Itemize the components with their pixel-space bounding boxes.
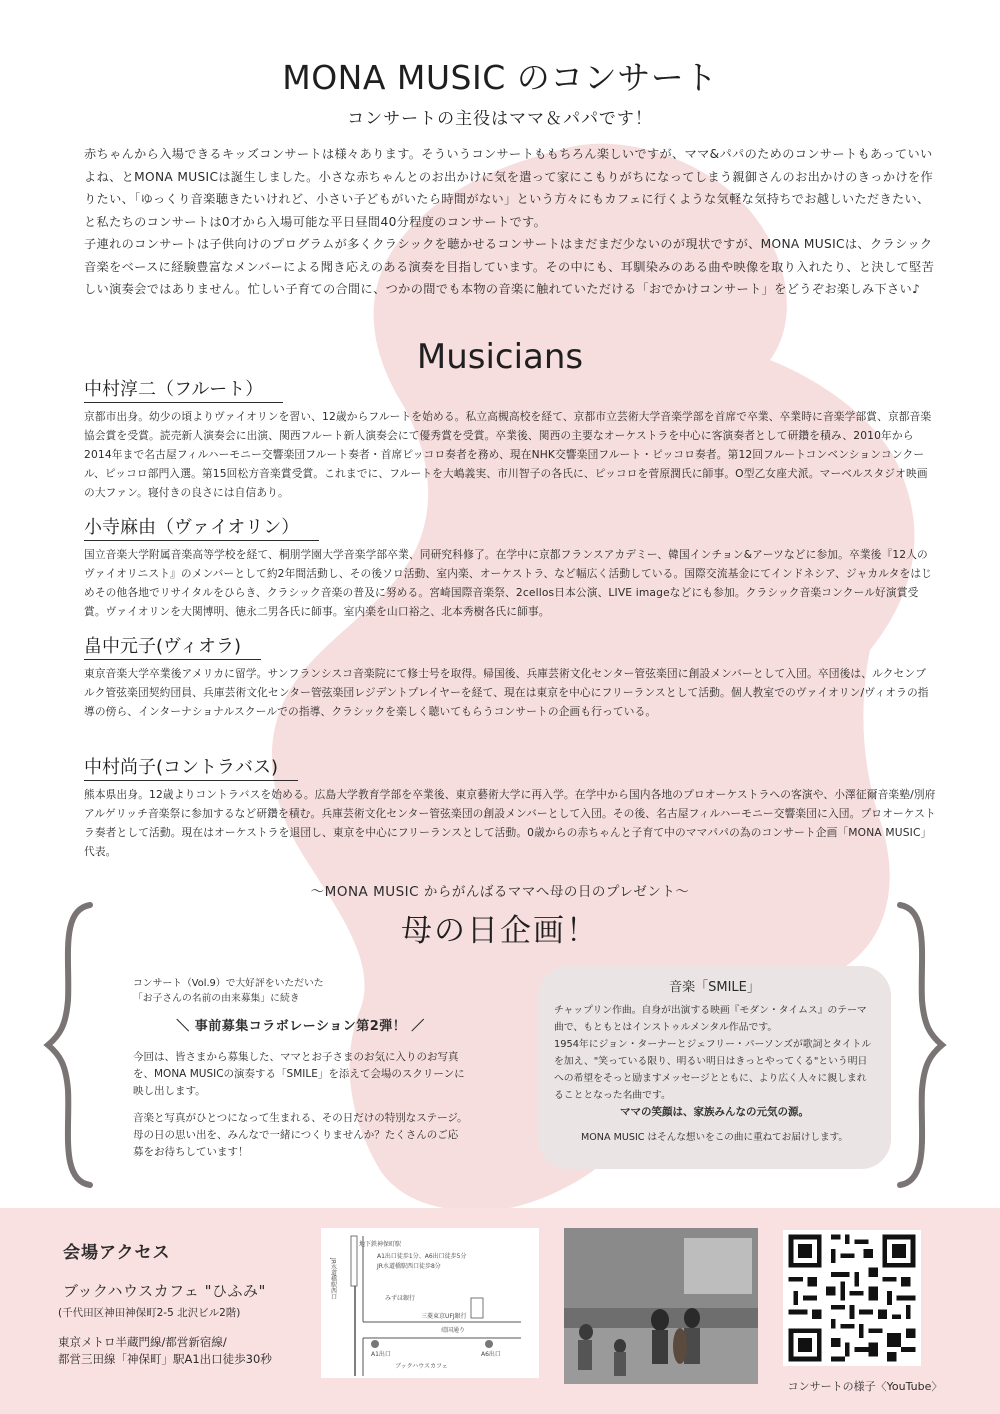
map-street-name: 靖国通り	[441, 1327, 466, 1334]
song-description-para: 1954年にジョン・ターナーとジェフリー・パーソンズが歌詞とタイトルを加え、"笑っている限り、明るい明日はきっとやってくる"という明日への希望をそっと励ますメッセージとともに、より広く人々に親しまれることとなった名曲です。	[554, 1039, 872, 1101]
performer-figure	[684, 1308, 700, 1328]
map-exit: A1出口	[371, 1351, 391, 1358]
access-heading: 会場アクセス	[63, 1243, 171, 1263]
page-title: MONA MUSIC のコンサート	[282, 58, 718, 97]
musician-violin	[84, 516, 936, 621]
musician-bio: 熊本県出身。12歳よりコントラバスを始める。広島大学教育学部を卒業後、東京藝術大学に再入学。在学中から国内各地のプロオーケストラへの客演や、小澤征爾音楽塾/別府アルゲリッチ音楽祭に参加するなど研鑽を積む。兵庫芸術文化センター管弦楽団の創設メンバーとして入団。その後、名古屋フィルハーモニー交響楽団に入団。プロオーケストラ奏者として活動。現在はオーケストラを退団し、東京を中心にフリーランスとして活動。0歳からの赤ちゃんと子育て中のママパパの為のコンサート企画「MONA MUSIC」代表。	[84, 788, 936, 858]
exit-a1-marker	[371, 1340, 379, 1348]
map-station-exits: A1出口徒歩1分、A6出口徒歩5分	[377, 1253, 467, 1260]
song-description	[554, 1002, 876, 1104]
musician-bio: 京都市出身。幼少の頃よりヴァイオリンを習い、12歳からフルートを始める。私立高槻高校を経て、京都市立芸術大学音楽学部を首席で卒業、卒業時に音楽学部賞、京都音楽協会賞を受賞。読売新人演奏会に出演、関西フルート新人演奏会にて優秀賞を受賞。卒業後、関西の主要なオーケストラを中心に客演奏者として研鑽を積み、2010年から2014年まで名古屋フィルハーモニー交響楽団フルート奏者・首席ピッコロ奏者を務め、現在NHK交響楽団フルート・ピッコロ奏者。第12回フルートコンベンションコンクール、ピッコロ部門入選。第15回松方音楽賞受賞。これまでに、フルートを大嶋義実、市川智子の各氏に、ピッコロを菅原潤氏に師事。O型乙女座犬派。マーベルスタジオ映画の大ファン。寝付きの良さには自信あり。	[84, 410, 932, 499]
intro-paragraph-1: 赤ちゃんから入場できるキッズコンサートは様々あります。そういうコンサートももちろん楽しいですが、ママ&パパのためのコンサートもあっていいよね、とMONA MUSICは誕生しました。小さな赤ちゃんとのお出かけに気を遣って家にこもりがちになってしまう親御さんのお出かけのきっかけを作りたい、「ゆっくり音楽聴きたいけれど、小さい子どもがいたら時間がない」という方々にもカフェに行くような気軽な気持ちでお越しいただきたい、と私たちのコンサートは0才から入場可能な平日昼間40分程度のコンサートです。	[84, 147, 933, 229]
route-line: 都営三田線「神保町」駅A1出口徒歩30秒	[58, 1352, 272, 1366]
musician-name: 小寺麻由（ヴァイオリン）	[84, 516, 319, 541]
map-cafe: ブックハウスカフェ	[395, 1363, 448, 1370]
map-jr-line: JR水道橋駅西口	[329, 1258, 337, 1300]
map-station-name: 地下鉄神保町駅	[359, 1241, 402, 1248]
map-bank: みずほ銀行	[385, 1295, 416, 1302]
song-info-box	[538, 966, 891, 1169]
audience-figure	[614, 1339, 626, 1353]
event-description	[133, 976, 468, 1171]
musician-name: 畠中元子(ヴィオラ)	[84, 635, 261, 660]
event-lead-line: コンサート（Vol.9）で大好評をいただいた	[133, 978, 324, 989]
cello-figure	[673, 1328, 687, 1364]
audience-figure	[579, 1324, 593, 1340]
performer-figure	[651, 1309, 669, 1331]
musician-bio: 東京音楽大学卒業後アメリカに留学。サンフランシスコ音楽院にて修士号を取得。帰国後、兵庫芸術文化センター管弦楽団に創設メンバーとして入団。卒団後は、ルクセンブルク管弦楽団契約団員、兵庫芸術文化センター管弦楽団レジデントプレイヤーを経て、現在は東京を中心にフリーランスとして活動。個人教室でのヴァイオリン/ヴィオラの指導の傍ら、インターナショナルスクールでの指導、クラシックを楽しく聴いてもらうコンサートの企画も行っている。	[84, 667, 929, 718]
musician-bio: 国立音楽大学附属音楽高等学校を経て、桐朋学園大学音楽学部卒業、同研究科修了。在学中に京都フランスアカデミー、韓国インチョン&アーツなどに参加。卒業後『12人のヴァイオリニスト』のメンバーとして約2年間活動し、その後ソロ活動、室内楽、オーケストラ、など幅広く活動している。国際交流基金にてインドネシア、ジャカルタをはじめその他各地でリサイタルをひらき、クラシック音楽の普及に努める。宮崎国際音楽祭、2cellos日本公演、LIVE imageなどにも参加。クラシック音楽コンクール好演賞受賞。ヴァイオリンを大関博明、徳永二男各氏に師事。室内楽を山口裕之、北本秀樹各氏に師事。	[84, 548, 933, 618]
event-tagline: 〜MONA MUSIC からがんばるママへ母の日のプレゼント〜	[310, 884, 690, 900]
jr-line-marker	[351, 1236, 357, 1286]
song-description-para: チャップリン作曲。自身が出演する映画『モダン・タイムス』のテーマ曲で、もともとはインストゥルメンタル作品です。	[554, 1005, 867, 1033]
musician-viola	[84, 635, 936, 721]
venue-name: ブックハウスカフェ "ひふみ"	[63, 1282, 266, 1300]
map-jr-station: JR水道橋駅西口徒歩8分	[377, 1263, 441, 1270]
access-map	[321, 1228, 539, 1378]
event-collab-heading: ＼ 事前募集コラボレーション第2弾！ ／	[176, 1019, 425, 1034]
exit-a6-marker	[485, 1340, 493, 1348]
youtube-qr-code[interactable]	[783, 1230, 921, 1366]
musician-name: 中村尚子(コントラバス)	[84, 756, 298, 781]
venue-address: (千代田区神田神保町2-5 北沢ビル2階)	[58, 1307, 241, 1319]
right-brace-ornament	[890, 900, 950, 1190]
event-lead-line: 「お子さんの名前の由来募集」に続き	[133, 993, 300, 1004]
concert-photo	[564, 1228, 758, 1384]
musician-name: 中村淳二（フルート）	[84, 378, 283, 403]
musician-contrabass	[84, 756, 936, 861]
map-exit: A6出口	[481, 1351, 501, 1358]
intro-text	[84, 143, 936, 301]
song-emphasis: ママの笑顔は、家族みんなの元気の源。	[620, 1106, 809, 1118]
musicians-heading: Musicians	[416, 337, 584, 377]
event-title: 母の日企画！	[401, 913, 599, 949]
intro-paragraph-2: 子連れのコンサートは子供向けのプログラムが多くクラシックを聴かせるコンサートはまだまだ少ないのが現状ですが、MONA MUSICは、クラシック音楽をベースに経験豊富なメンバーによる聞き応えのある演奏を目指しています。その中にも、耳馴染みのある曲や映像を取り入れたり、と決して堅苦しい演奏会ではありません。忙しい子育ての合間に、つかの間でも本物の音楽に触れていただける「おでかけコンサート」をどうぞお楽しみ下さい♪	[84, 237, 935, 296]
left-brace-ornament	[40, 900, 100, 1190]
route-line: 東京メトロ半蔵門線/都営新宿線/	[58, 1335, 227, 1349]
page-subtitle: コンサートの主役はママ＆パパです！	[347, 109, 653, 129]
song-title: 音楽「SMILE」	[669, 980, 760, 995]
qr-caption: コンサートの様子〈YouTube〉	[787, 1380, 943, 1393]
event-paragraph: 音楽と写真がひとつになって生まれる、その日だけの特別なステージ。母の日の思い出を、みんなで一緒につくりませんか？たくさんのご応募をお待ちしています！	[133, 1112, 468, 1158]
venue-route	[58, 1334, 328, 1368]
event-paragraph: 今回は、皆さまから募集した、ママとお子さまのお気に入りのお写真を、MONA MUSICの演奏する「SMILE」を添えて会場のスクリーンに映し出します。	[133, 1051, 465, 1097]
map-bank: 三菱東京UFJ銀行	[421, 1313, 467, 1320]
musician-flute	[84, 378, 936, 502]
projector-screen	[684, 1238, 752, 1294]
song-closing: MONA MUSIC はそんな想いをこの曲に重ねてお届けします。	[580, 1132, 849, 1143]
